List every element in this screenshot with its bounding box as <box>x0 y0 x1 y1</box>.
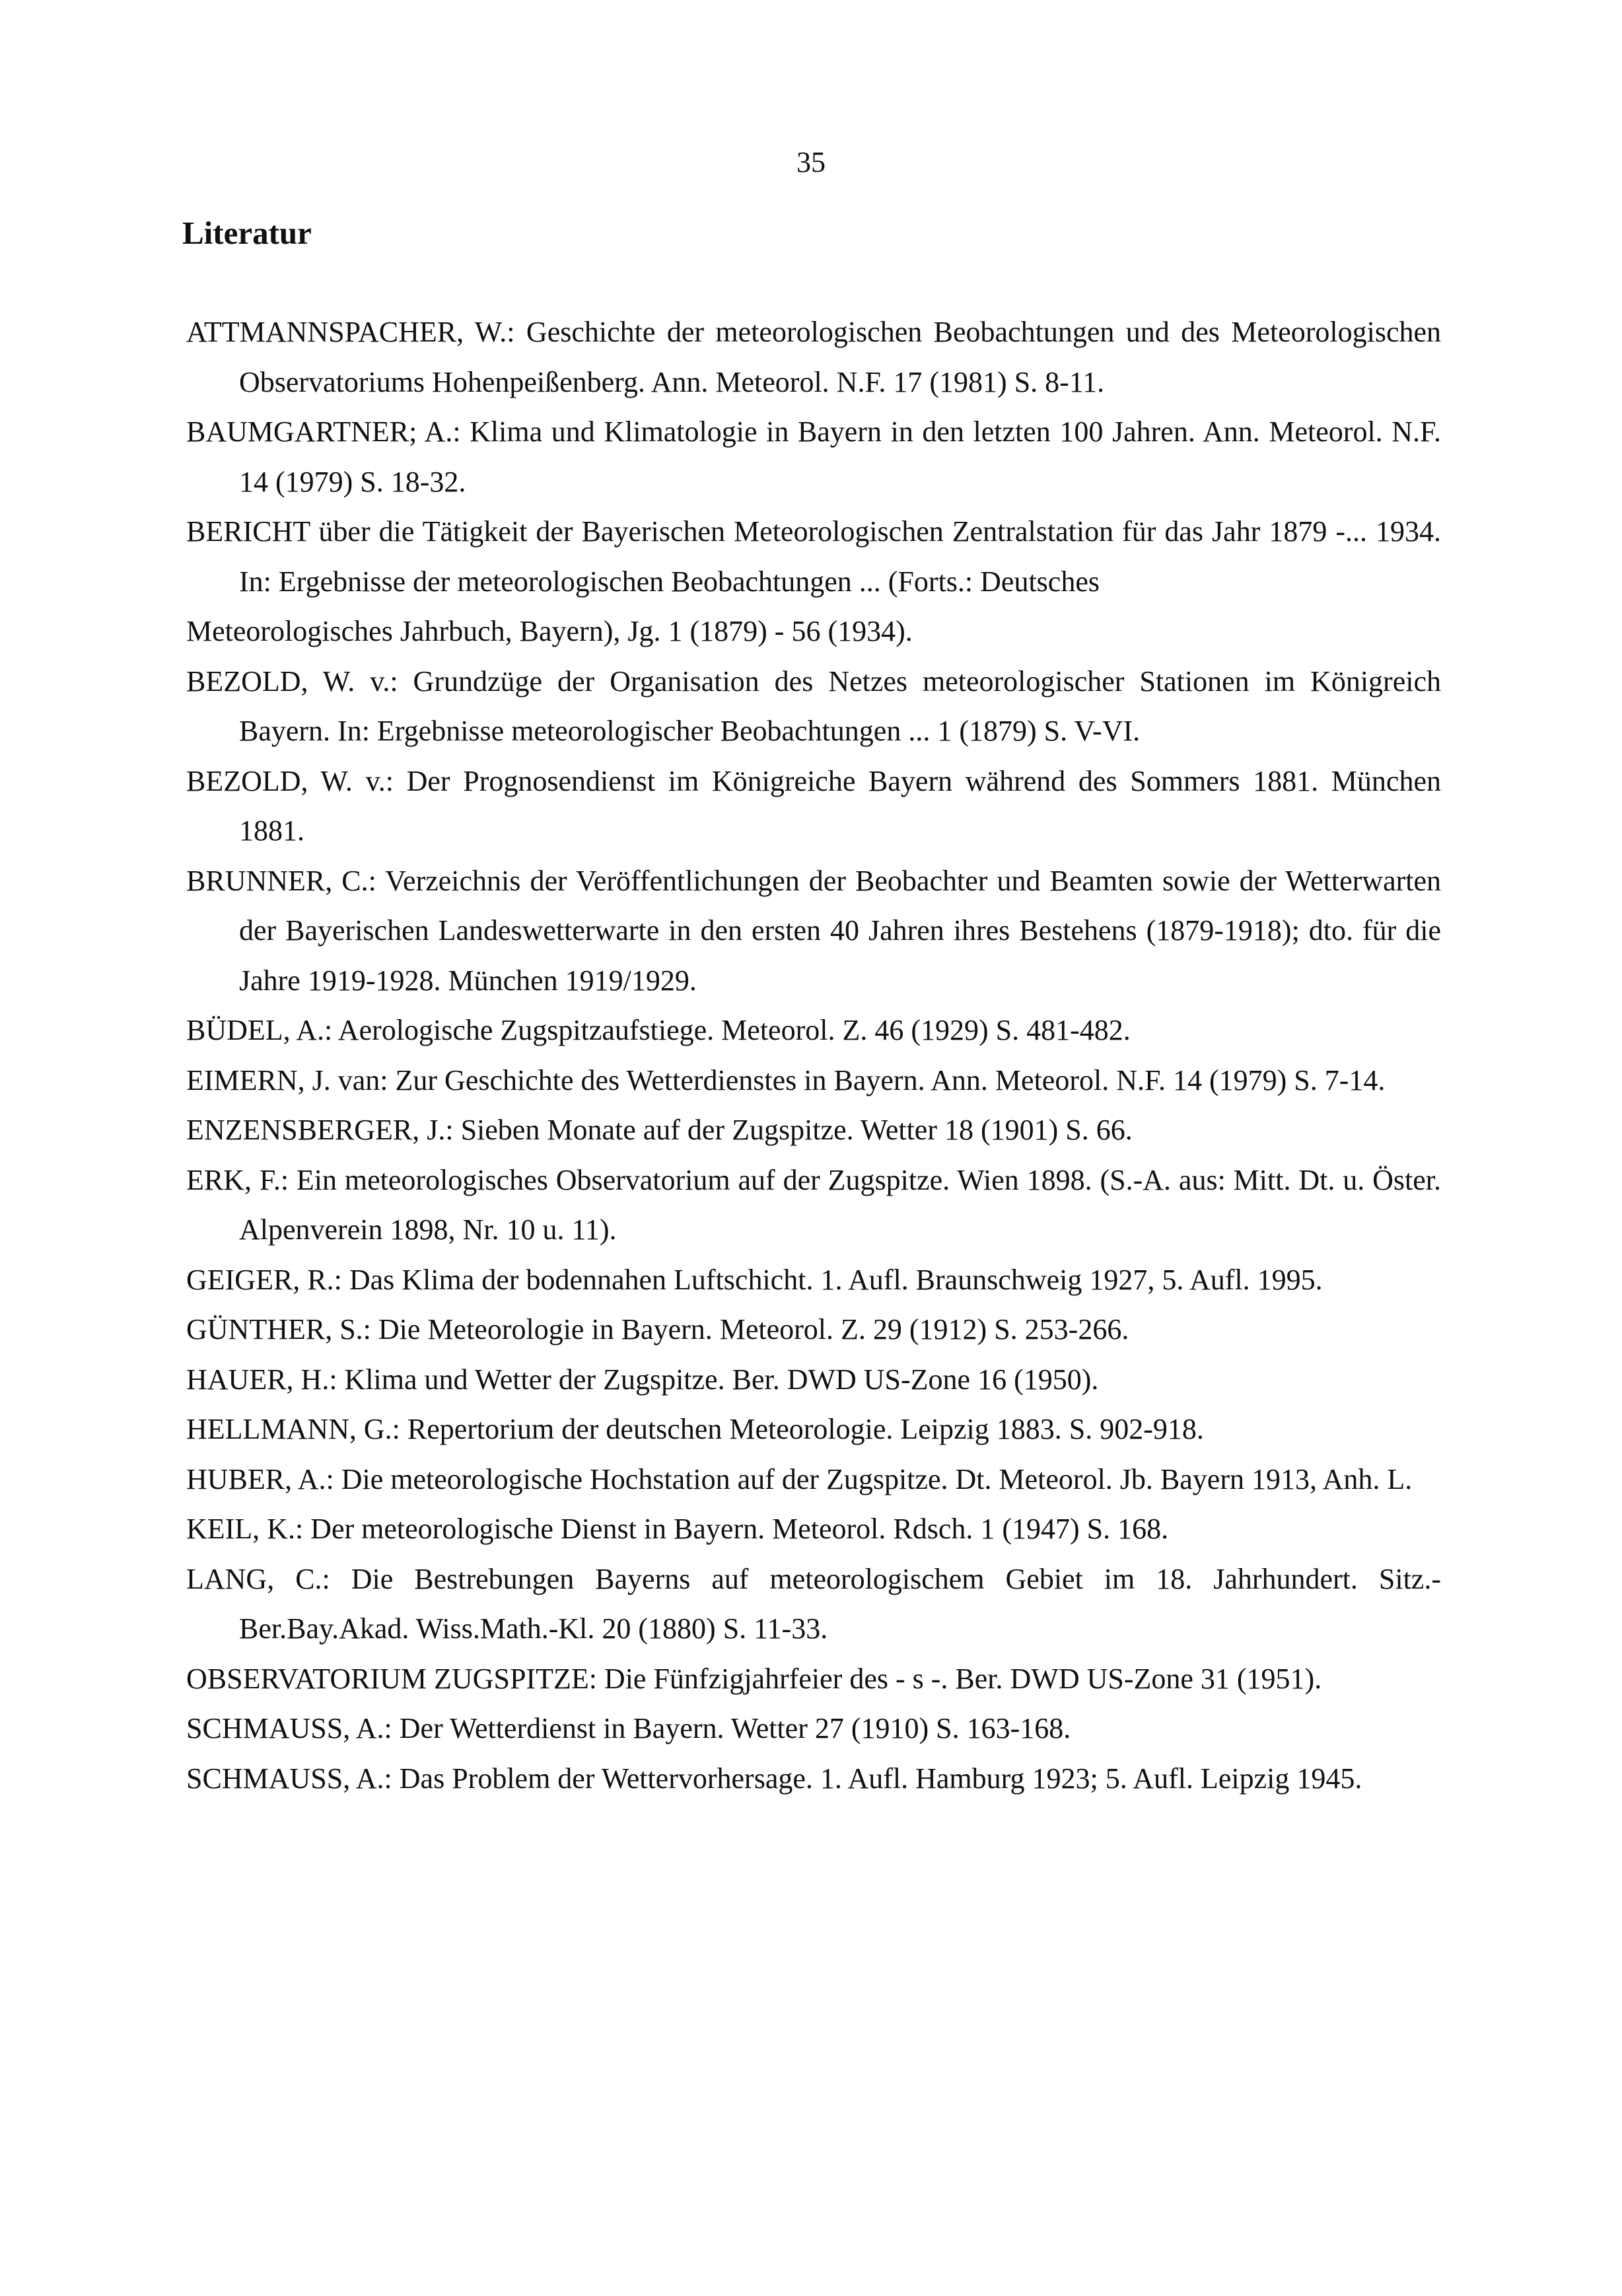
bibliography-entry <box>186 1404 1441 1454</box>
bibliography-entry <box>186 1654 1441 1704</box>
bibliography-entry <box>186 407 1441 507</box>
bibliography-entry <box>186 1355 1441 1405</box>
entry-text: KEIL, K.: Der meteorologische Dienst in Bayern. Meteorol. Rdsch. 1 (1947) S. 168. <box>186 1513 1169 1545</box>
entry-text: GEIGER, R.: Das Klima der bodennahen Luftschicht. 1. Aufl. Braunschweig 1927, 5. Aufl. 1995. <box>186 1263 1323 1296</box>
section-heading: Literatur <box>182 215 312 251</box>
entry-text: BÜDEL, A.: Aerologische Zugspitzaufstiege. Meteorol. Z. 46 (1929) S. 481-482. <box>186 1014 1131 1046</box>
entry-text: EIMERN, J. van: Zur Geschichte des Wetterdienstes in Bayern. Ann. Meteorol. N.F. 14 (1979) S. 7-14. <box>186 1063 1386 1096</box>
entry-text: BEZOLD, W. v.: Grundzüge der Organisation des Netzes meteorologischer Stationen im Königreich Bayern. In: Ergebnisse meteorologischer Beobachtungen ... 1 (1879) S. V-VI. <box>186 664 1441 747</box>
bibliography-entry <box>186 1454 1441 1505</box>
bibliography-entry <box>186 307 1441 407</box>
entry-text: BRUNNER, C.: Verzeichnis der Veröffentlichungen der Beobachter und Beamten sowie der Wetterwarten der Bayerischen Landeswetterwarte in den ersten 40 Jahren ihres Bestehens (1879-1918); dto. für die Jahre 1919-1928. München 1919/1929. <box>186 864 1441 997</box>
entry-text: GÜNTHER, S.: Die Meteorologie in Bayern. Meteorol. Z. 29 (1912) S. 253-266. <box>186 1313 1129 1345</box>
bibliography-entry <box>186 1005 1441 1056</box>
bibliography-list <box>186 307 1441 1803</box>
bibliography-entry <box>186 1255 1441 1305</box>
bibliography-entry <box>186 657 1441 756</box>
entry-text: BERICHT über die Tätigkeit der Bayerischen Meteorologischen Zentralstation für das Jahr 1879 -... 1934. In: Ergebnisse der meteorologischen Beobachtungen ... (Forts.: Deutsches <box>186 515 1441 598</box>
bibliography-entry <box>186 1554 1441 1654</box>
entry-text: BEZOLD, W. v.: Der Prognosendienst im Königreiche Bayern während des Sommers 1881. München 1881. <box>186 764 1441 847</box>
entry-text: BAUMGARTNER; A.: Klima und Klimatologie in Bayern in den letzten 100 Jahren. Ann. Meteorol. N.F. 14 (1979) S. 18-32. <box>186 415 1441 498</box>
bibliography-entry <box>186 1105 1441 1155</box>
entry-text: HUBER, A.: Die meteorologische Hochstation auf der Zugspitze. Dt. Meteorol. Jb. Bayern 1913, Anh. L. <box>186 1462 1413 1495</box>
bibliography-entry <box>186 756 1441 856</box>
bibliography-entry <box>186 1704 1441 1754</box>
bibliography-entry <box>186 1056 1441 1106</box>
bibliography-entry <box>186 1155 1441 1255</box>
bibliography-entry <box>186 1754 1441 1804</box>
entry-text: LANG, C.: Die Bestrebungen Bayerns auf meteorologischem Gebiet im 18. Jahrhundert. Sitz.-Ber.Bay.Akad. Wiss.Math.-Kl. 20 (1880) S. 11-33. <box>186 1562 1441 1645</box>
entry-text: ENZENSBERGER, J.: Sieben Monate auf der Zugspitze. Wetter 18 (1901) S. 66. <box>186 1114 1133 1146</box>
entry-text: ATTMANNSPACHER, W.: Geschichte der meteorologischen Beobachtungen und des Meteorologischen Observatoriums Hohenpeißenberg. Ann. Meteorol. N.F. 17 (1981) S. 8-11. <box>186 316 1441 398</box>
entry-text: OBSERVATORIUM ZUGSPITZE: Die Fünfzigjahrfeier des - s -. Ber. DWD US-Zone 31 (1951). <box>186 1662 1322 1695</box>
bibliography-entry <box>186 1504 1441 1554</box>
bibliography-entry <box>186 507 1441 606</box>
bibliography-entry <box>186 1305 1441 1355</box>
entry-text: HAUER, H.: Klima und Wetter der Zugspitze. Ber. DWD US-Zone 16 (1950). <box>186 1363 1099 1396</box>
page-number: 35 <box>796 146 826 178</box>
bibliography-entry <box>186 856 1441 1006</box>
entry-text: SCHMAUSS, A.: Der Wetterdienst in Bayern. Wetter 27 (1910) S. 163-168. <box>186 1712 1071 1744</box>
entry-text: SCHMAUSS, A.: Das Problem der Wettervorhersage. 1. Aufl. Hamburg 1923; 5. Aufl. Leipzig 1945. <box>186 1762 1362 1795</box>
entry-continuation-text: Meteorologisches Jahrbuch, Bayern), Jg. 1 (1879) - 56 (1934). <box>186 615 913 647</box>
bibliography-entry-continuation <box>186 606 1441 657</box>
entry-text: HELLMANN, G.: Repertorium der deutschen Meteorologie. Leipzig 1883. S. 902-918. <box>186 1413 1204 1445</box>
entry-text: ERK, F.: Ein meteorologisches Observatorium auf der Zugspitze. Wien 1898. (S.-A. aus: Mitt. Dt. u. Öster. Alpenverein 1898, Nr. 10 u. 11). <box>186 1163 1441 1246</box>
